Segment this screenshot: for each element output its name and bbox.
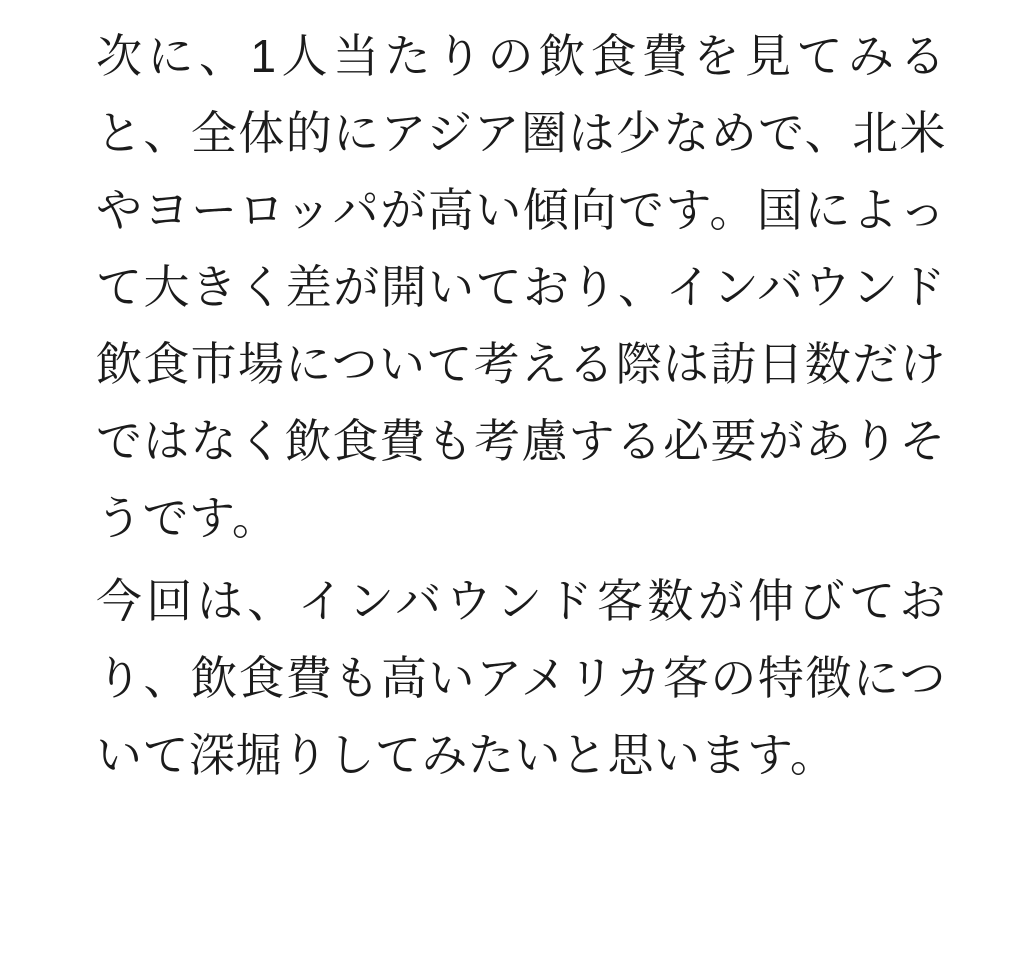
article-body xyxy=(96,18,946,794)
paragraph-1: 次に、1人当たりの飲食費を見てみると、全体的にアジア圏は少なめで、北米やヨーロッパが高い傾向です。国によって大きく差が開いており、インバウンド飲食市場について考える際は訪日数だけではなく飲食費も考慮する必要がありそうです。 xyxy=(96,30,946,544)
paragraph-2: 今回は、インバウンド客数が伸びており、飲食費も高いアメリカ客の特徴について深堀りしてみたいと思います。 xyxy=(96,575,946,781)
